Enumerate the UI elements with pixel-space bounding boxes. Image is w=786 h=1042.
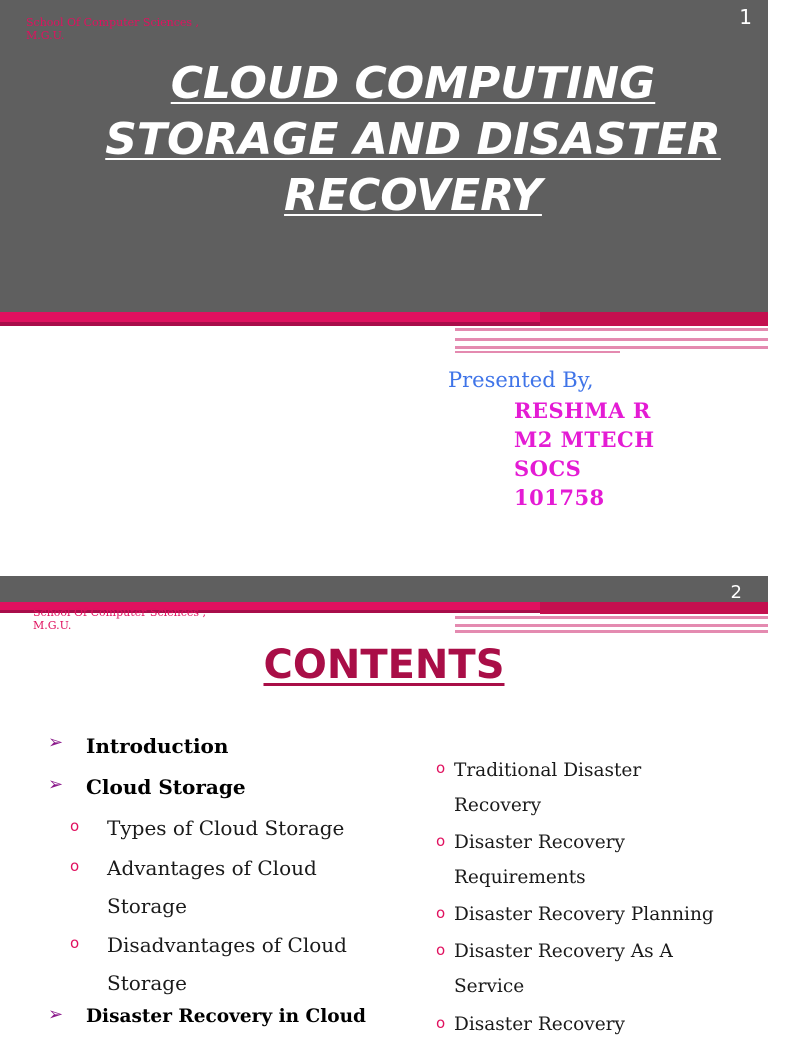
accent-stripe (455, 351, 620, 353)
title-line: RECOVERY (284, 170, 542, 221)
presenter-dept: SOCS (514, 456, 582, 481)
accent-stripe (470, 333, 710, 335)
contents-subitem: Traditional Disaster Recovery (454, 760, 642, 816)
accent-stripe (470, 620, 710, 622)
presenter-course: M2 MTECH (514, 427, 655, 452)
circle-bullet-icon: o (436, 1014, 446, 1032)
circle-bullet-icon: o (436, 941, 446, 959)
circle-bullet-icon: o (436, 904, 446, 922)
accent-stripe (640, 342, 755, 344)
presenter-id: 101758 (514, 485, 605, 510)
accent-stripe (455, 338, 768, 341)
accent-stripe (455, 616, 768, 619)
contents-title: CONTENTS (263, 642, 505, 688)
title-line: CLOUD COMPUTING (170, 58, 656, 109)
contents-subitem: Advantages of Cloud Storage (107, 856, 317, 918)
accent-stripe (455, 346, 768, 349)
contents-subitem: Types of Cloud Storage (107, 816, 345, 840)
circle-bullet-icon: o (70, 817, 80, 835)
accent-stripe (620, 627, 755, 629)
arrow-bullet-icon: ➢ (48, 774, 64, 795)
slide-title (40, 56, 786, 224)
title-line: STORAGE AND DISASTER (105, 114, 721, 165)
contents-item: Cloud Storage (86, 775, 246, 799)
arrow-bullet-icon: ➢ (48, 732, 64, 753)
accent-stripe (540, 312, 768, 326)
circle-bullet-icon: o (70, 934, 80, 952)
slide-number: 1 (739, 5, 752, 29)
circle-bullet-icon: o (70, 857, 80, 875)
slide-number: 2 (730, 582, 742, 603)
slide-2 (0, 576, 768, 1035)
presented-by-label: Presented By, (448, 368, 594, 392)
accent-stripe (455, 630, 768, 633)
school-footer: School Of Computer Sciences , M.G.U. (33, 606, 207, 632)
contents-header-band (0, 576, 768, 602)
accent-stripe (540, 602, 768, 614)
arrow-bullet-icon: ➢ (48, 1004, 64, 1025)
contents-subitem: Disaster Recovery Requirements (454, 832, 625, 888)
school-footer: School Of Computer Sciences , M.G.U. (26, 16, 200, 42)
accent-stripe (455, 328, 768, 331)
contents-subitem: Disaster Recovery (454, 1014, 625, 1035)
presenter-name: RESHMA R (514, 398, 651, 423)
circle-bullet-icon: o (436, 832, 446, 850)
contents-subitem: Disaster Recovery As A Service (454, 941, 673, 997)
contents-subitem: Disaster Recovery Planning (454, 904, 714, 925)
contents-subitem: Disadvantages of Cloud Storage (107, 933, 347, 995)
circle-bullet-icon: o (436, 759, 446, 777)
contents-item: Disaster Recovery in Cloud (86, 1006, 366, 1027)
contents-item: Introduction (86, 734, 229, 758)
